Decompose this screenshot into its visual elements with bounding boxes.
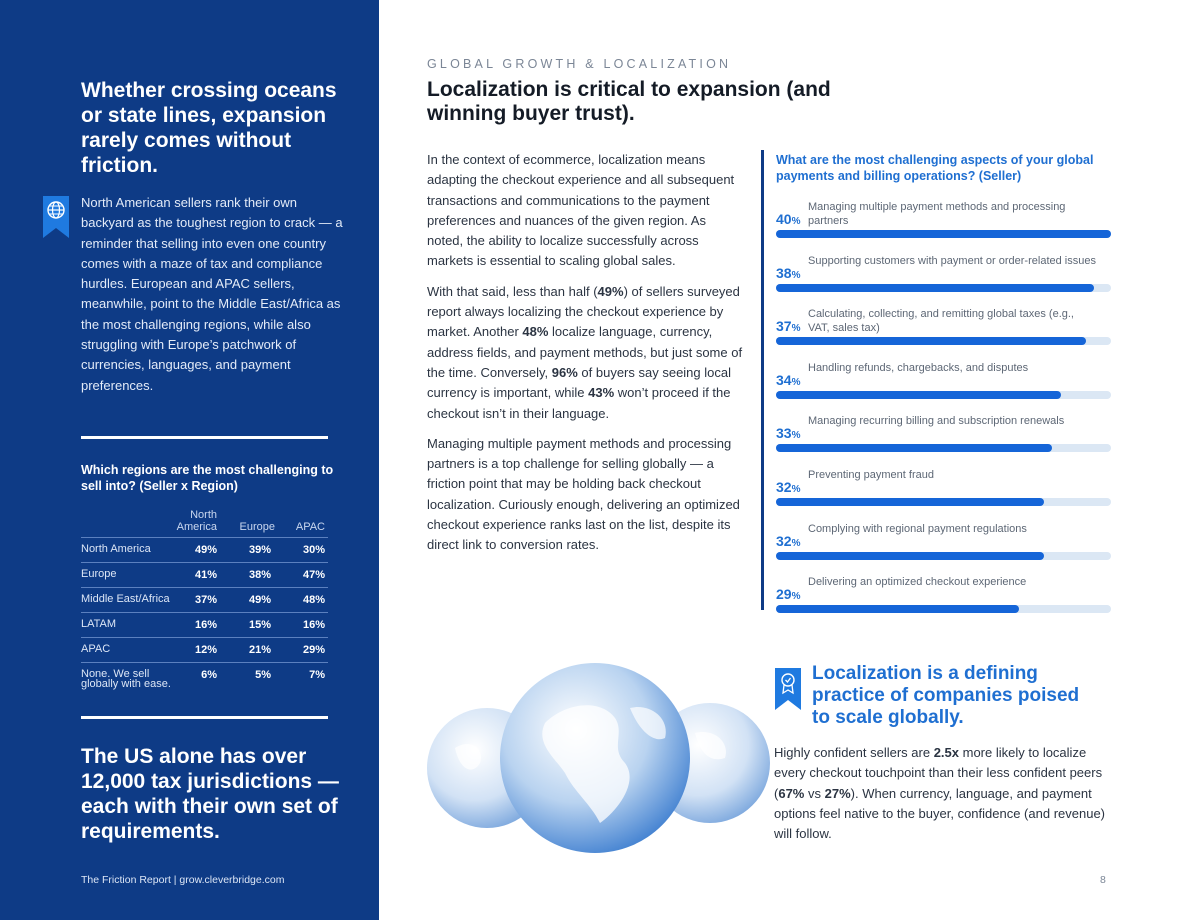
cell: 15% [248,619,271,631]
cell: 12% [194,644,217,656]
bar-value: 33% [776,425,801,442]
cell: 30% [302,544,325,556]
bar [776,284,1094,292]
cell: 29% [302,644,325,656]
cell: 48% [302,594,325,606]
bar-label: Calculating, collecting, and remitting global taxes (e.g., VAT, sales tax) [808,308,1074,335]
bar [776,337,1086,345]
big-statement: The US alone has over 12,000 tax jurisdictions — each with their own set of requirements. [81,745,339,843]
col-north-america: North America [176,509,217,533]
table-row [81,613,328,638]
cell: 49% [248,594,271,606]
section-kicker: GLOBAL GROWTH & LOCALIZATION [427,57,732,71]
bar-value: 37% [776,318,801,335]
bar-label: Delivering an optimized checkout experience [808,576,1027,589]
row-label: APAC [81,643,111,655]
bar-track [776,230,1111,238]
bar-label: Managing recurring billing and subscription renewals [808,415,1065,428]
paragraph-2: With that said, less than half (49%) of sellers surveyed report always localizing the checkout experience by market. Another 48% localize language, currency, address fields, and payment methods, but just some of the time. Conversely, 96% of buyers say seeing local currency is important, while 43% won’t proceed if the checkout isn’t in their language. [427,283,743,421]
cell: 7% [309,669,325,681]
row-label: None. We sell globally with ease. [81,668,171,690]
table-row [81,663,328,693]
row-label: LATAM [81,618,117,630]
bar-value: 40% [776,211,801,227]
cell: 37% [194,594,217,606]
cell: 21% [248,644,271,656]
bar-value: 29% [776,586,801,603]
table-row [81,538,328,563]
challenges-bar-chart [761,150,1114,610]
left-heading: Whether crossing oceans or state lines, expansion rarely comes without friction. [81,79,337,177]
callout-paragraph: Highly confident sellers are 2.5x more likely to localize every checkout touchpoint than their less confident peers (67% vs 27%). When currency, language, and payment options feel native to the buyer, confidence (and revenue) will follow. [774,745,1105,842]
bar-track [776,284,1111,292]
bar-track [776,498,1111,506]
callout-heading: Localization is a defining practice of companies poised to scale globally. [812,663,1080,728]
bar [776,498,1044,506]
cell: 16% [194,619,217,631]
bar [776,391,1061,399]
bar [776,605,1019,613]
bar-value: 32% [776,532,801,549]
bar-track [776,552,1111,560]
bar-label: Complying with regional payment regulations [808,522,1027,535]
bar-item [776,361,1111,413]
col-apac: APAC [295,521,325,533]
cell: 49% [194,544,217,556]
table-row [81,563,328,588]
bar-item [776,307,1111,359]
page-number: 8 [1100,874,1106,886]
cell: 41% [194,569,217,581]
cell: 6% [201,669,217,681]
left-panel [0,0,379,920]
globes-illustration [425,663,770,863]
bar-label: Managing multiple payment methods and processing partners [808,201,1066,227]
bar-label: Supporting customers with payment or order-related issues [808,254,1096,267]
bar-item [776,522,1111,574]
bar-track [776,605,1111,613]
paragraph-3: Managing multiple payment methods and processing partners is a top challenge for selling globally — a friction point that may be holding back checkout localization. Curiously enough, delivering an optimized checkout experience ranks last on the list, despite its direct link to conversion rates. [427,435,740,553]
cell: 16% [302,619,325,631]
cell: 5% [255,669,271,681]
row-label: Europe [81,568,117,580]
table-row [81,638,328,663]
table-row [81,588,328,613]
paragraph-1: In the context of ecommerce, localization means adapting the checkout experience and all subsequent transactions and communications to the payment preferences and nuances of the given region. As noted, the ability to localize successfully across markets is essential to scaling global sales. [427,152,735,269]
bar-track [776,391,1111,399]
bar [776,230,1111,238]
cell: 47% [302,569,325,581]
bar-track [776,444,1111,452]
page-title: Localization is critical to expansion (and winning buyer trust). [427,78,831,125]
bar-item [776,414,1111,466]
bar-label: Handling refunds, chargebacks, and disputes [808,361,1029,374]
table-header [81,510,328,538]
award-ribbon-icon [775,668,801,710]
footer: The Friction Report | grow.cleverbridge.com [81,874,285,886]
bar-item [776,468,1111,520]
bar-value: 32% [776,479,801,495]
bar-item [776,200,1111,252]
bar-track [776,337,1111,345]
left-paragraph: North American sellers rank their own backyard as the toughest region to crack — a reminder that selling into even one country comes with a maze of tax and compliance hurdles. European and APAC sellers, meanwhile, point to the Middle East/Africa as the most challenging regions, while also struggling with Europe’s patchwork of currencies, languages, and payment preferences. [81,195,343,393]
bar-value: 38% [776,264,801,281]
body-text [427,150,743,566]
bar [776,552,1044,560]
bar-label: Preventing payment fraud [808,469,934,481]
cell: 38% [248,569,271,581]
bar-value: 34% [776,371,801,388]
col-europe: Europe [239,521,275,533]
bar-item [776,254,1111,306]
chart-title: What are the most challenging aspects of your global payments and billing operations? (Seller) [776,153,1094,183]
divider-top [81,436,328,439]
bar-item [776,575,1111,627]
table-title: Which regions are the most challenging to sell into? (Seller x Region) [81,463,334,493]
row-label: Middle East/Africa [81,593,170,605]
globe-ribbon-icon [43,196,69,238]
row-label: North America [81,543,151,555]
divider-bottom [81,716,328,719]
region-table [81,510,328,693]
cell: 39% [248,544,271,556]
bar [776,444,1052,452]
